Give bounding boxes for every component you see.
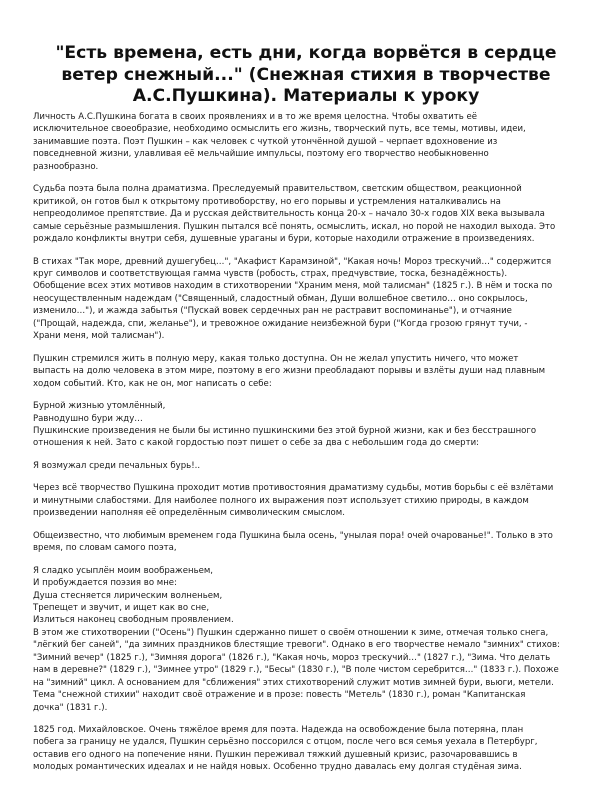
text-line: Тема "снежной стихии" находит своё отражение и в прозе: повесть "Метель" (1830 г.), роман "Капитанская xyxy=(33,690,526,701)
title-line: ветер снежный..." (Снежная стихия в творчестве xyxy=(61,64,551,85)
text-line: круг символов и соответствующая гамма чувств (робость, страх, предчувствие, тоска, безнадёжность). xyxy=(33,268,508,279)
text-line: Я возмужал среди печальных бурь!.. xyxy=(33,460,201,471)
text-line: критикой, он готов был к открытому противоборству, но его порывы и устремления наталкивались на xyxy=(33,196,501,207)
text-line: разнообразно. xyxy=(33,161,99,172)
text-line: неосуществленным надеждам ("Священный, сладостный обман, Души волшебное светило… оно сокрылось, xyxy=(33,293,528,304)
paragraph-gap xyxy=(33,520,585,530)
text-line: Общеизвестно, что любимым временем года Пушкина была осень, "унылая пора! очей очарованье!". Только в это xyxy=(33,530,553,541)
text-line: Трепещет и звучит, и ищет как во сне, xyxy=(33,602,210,613)
text-line: самые серьёзные размышления. Пушкин пытался всё понять, осмыслить, искал, но порой не находил выхода. Это xyxy=(33,221,556,232)
text-line: оставив его одного на попечение няни. Пушкин переживал тяжкий душевный кризис, разочаровавшись в xyxy=(33,749,518,760)
title-line: А.С.Пушкина). Материалы к уроку xyxy=(132,86,480,106)
text-line: Излиться наконец свободным проявлением. xyxy=(33,615,234,626)
paragraph-gap xyxy=(33,343,585,353)
text-line: Бурной жизнью утомлённый, xyxy=(33,401,166,412)
paragraph xyxy=(33,353,585,390)
text-line: занимавшие поэта. Поэт Пушкин – как человек с чуткой утончённой душой – черпает вдохновение из xyxy=(33,136,498,147)
paragraph xyxy=(33,183,585,245)
text-line: дочка" (1831 г.). xyxy=(33,702,108,713)
text-line: В стихах "Так море, древний душегубец…", "Акафист Карамзиной", "Какая ночь! Мороз трескучий…" содержится xyxy=(33,256,552,267)
text-line: Пушкин стремился жить в полную меру, какая только доступна. Он не желал упустить ничего, что может xyxy=(33,353,519,364)
text-line: 1825 год. Михайловское. Очень тяжёлое время для поэта. Надежда на освобождение была потеряна, план xyxy=(33,725,524,736)
paragraph xyxy=(33,460,585,472)
text-line: произведении наполняя её определённым символическим смыслом. xyxy=(33,508,345,519)
text-line: ходом событий. Кто, как не он, мог написать о себе: xyxy=(33,378,272,389)
paragraph-gap xyxy=(33,450,585,460)
text-line: повседневной жизни, улавливая её мельчайшие импульсы, поэтому его творчество необыкновенно xyxy=(33,149,489,160)
paragraph-gap xyxy=(33,390,585,400)
paragraph xyxy=(33,482,585,519)
paragraph-gap xyxy=(33,246,585,256)
text-line: молодых романтических идеалах и не найдя новых. Особенно трудно давалась ему долгая студёная зима. xyxy=(33,762,522,773)
text-line: "лёгкий бег саней", "да зимних праздников блестящие тревоги". Однако в его творчестве немало "зимних" стихов: xyxy=(33,640,560,651)
text-line: отношения к ней. Зато с какой гордостью поэт пишет о себе за два с небольшим года до смерти: xyxy=(33,438,480,449)
page-title xyxy=(40,43,572,108)
paragraph xyxy=(33,400,585,450)
text-line: Равнодушно бури жду… xyxy=(33,413,143,424)
text-line: выпасть на долю человека в этом мире, поэтому в его жизни преобладают порывы и взлёты души над плавным xyxy=(33,366,546,377)
text-line: Обобщение всех этих мотивов находим в стихотворении "Храним меня, мой талисман" (1825 г.). В нём и тоска по xyxy=(33,281,553,292)
text-line: непреодолимое препятствие. Да и русская действительность конца 20-х – начало 30-х годов XIX века вызывала xyxy=(33,209,545,220)
title-line: "Есть времена, есть дни, когда ворвётся в сердце xyxy=(55,43,557,63)
paragraph-gap xyxy=(33,714,585,724)
text-line: Пушкинские произведения не были бы истинно пушкинскими без этой бурной жизни, как и без бесстрашного xyxy=(33,425,537,436)
paragraph-gap xyxy=(33,173,585,183)
text-line: и минутными слабостями. Для наиболее полного их выражения поэт использует стихию природы, в каждом xyxy=(33,495,529,506)
paragraph xyxy=(33,565,585,714)
text-line: Душа стесняется лирическим волненьем, xyxy=(33,590,223,601)
paragraph xyxy=(33,111,585,173)
text-line: В этом же стихотворении ("Осень") Пушкин сдержанно пишет о своём отношении к зиме, отмечая только снега, xyxy=(33,627,549,638)
text-line: Храни меня, мой талисман"). xyxy=(33,331,165,342)
text-line: Судьба поэта была полна драматизма. Преследуемый правительством, светским обществом, реакционной xyxy=(33,184,522,195)
text-line: Через всё творчество Пушкина проходит мотив противостояния драматизму судьбы, мотив борьбы с её взлётами xyxy=(33,483,554,494)
paragraph xyxy=(33,724,585,774)
text-line: И пробуждается поэзия во мне: xyxy=(33,578,177,589)
paragraph-gap xyxy=(33,555,585,565)
text-line: "Зимний вечер" (1825 г.), "Зимняя дорога" (1826 г.), "Какая ночь, мороз трескучий…" (1827 г.), "Зима. Что делать xyxy=(33,652,551,663)
text-line: ("Прощай, надежда, спи, желанье"), и тревожное ожидание неизбежной бури ("Когда грозою грянут тучи, - xyxy=(33,318,528,329)
text-line: нам в деревне?" (1829 г.), "Зимнее утро" (1829 г.), "Бесы" (1830 г.), "В поле чистом серебрится…" (1833 г.). Похоже xyxy=(33,665,559,676)
text-line: Личность А.С.Пушкина богата в своих проявлениях и в то же время целостна. Чтобы охватить её xyxy=(33,112,478,122)
paragraph xyxy=(33,530,585,555)
paragraph-gap xyxy=(33,472,585,482)
text-line: время, по словам самого поэта, xyxy=(33,543,177,554)
document-body xyxy=(33,111,585,774)
text-line: побега за границу не удался, Пушкин серьёзно поссорился с отцом, после чего вся семья уехала в Петербург, xyxy=(33,737,538,748)
text-line: на "зимний" цикл. А основанием для "сближения" этих стихотворений служит мотив зимней бури, вьюги, метели. xyxy=(33,677,554,688)
text-line: исключительное своеобразие, необходимо осмыслить его жизнь, творческий путь, все темы, мотивы, идеи, xyxy=(33,124,526,135)
text-line: Я сладко усыплён моим воображеньем, xyxy=(33,565,214,576)
text-line: рождало конфликты внутри себя, душевные ураганы и бури, которые находили отражение в произведениях. xyxy=(33,234,535,245)
text-line: изменило…"), и жажда забытья ("Пускай вовек сердечных ран не растравит воспоминанье"), и отчаяние xyxy=(33,306,512,317)
paragraph xyxy=(33,256,585,343)
